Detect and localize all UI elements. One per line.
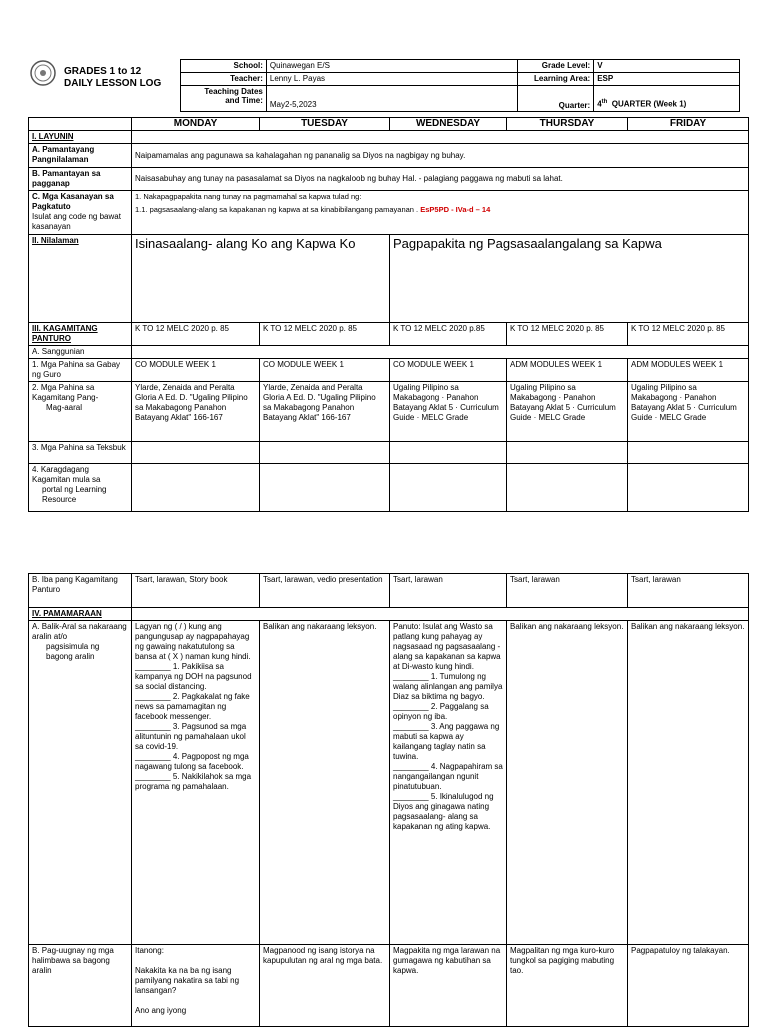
log-title xyxy=(64,66,161,90)
day-monday: MONDAY xyxy=(132,118,260,131)
melc-friday: K TO 12 MELC 2020 p. 85 xyxy=(628,323,749,346)
pag-uugnay-tuesday: Magpanood ng isang istorya na kapupulutan ng aral ng mga bata. xyxy=(260,945,390,1027)
teacher-label: Teacher: xyxy=(181,73,267,86)
iba-wednesday: Tsart, larawan xyxy=(390,574,507,608)
kagamitan-monday: Ylarde, Zenaida and Peralta Gloria A Ed. D. "Ugaling Pilipino sa Makabagong Panahon Batayang Aklat" 166-167 xyxy=(132,382,260,442)
area-label: Learning Area: xyxy=(518,73,594,86)
section-pamamaraan: IV. PAMAMARAAN xyxy=(29,608,132,621)
melc-wednesday: K TO 12 MELC 2020 p.85 xyxy=(390,323,507,346)
kagamitan-thursday: Ugaling Pilipino sa Makabagong · Panahon Batayang Aklat 5 · Curriculum Guide · MELC Grade xyxy=(507,382,628,442)
iba-tuesday: Tsart, larawan, vedio presentation xyxy=(260,574,390,608)
header-info-table xyxy=(180,59,740,112)
dates-value: May2-5,2023 xyxy=(266,86,517,112)
balik-aral-wednesday: Panuto: Isulat ang Wasto sa patlang kung pahayag ay nagsasaad ng pagsasaalang - alang sa kapakanan sa kapwa at Di-wasto kung hindi. ________ 1. Tumulong ng walang alinlangan ang pamilya Diaz sa biktima ng bagyo. ________ 2. Paggalang sa opinyon ng iba. ________ 3. Ang paggawa ng mabuti sa kapwa ay kailangang taglay natin sa tuwina. ________ 4. Nagpapahiram sa nangangailangan ngunit pinatutubuan. ________ 5. Ikinalulugod ng Diyos ang ginagawa nating pagsasaalang- alang sa kapakanan ng ating kapwa. xyxy=(390,621,507,945)
gabay-friday: ADM MODULES WEEK 1 xyxy=(628,359,749,382)
day-thursday: THURSDAY xyxy=(507,118,628,131)
melc-monday: K TO 12 MELC 2020 p. 85 xyxy=(132,323,260,346)
iba-friday: Tsart, larawan xyxy=(628,574,749,608)
kagamitang-mag-aaral-label: 2. Mga Pahina sa Kagamitang Pang- Mag-aaral xyxy=(29,382,132,442)
section-kagamitang-panturo: III. KAGAMITANG PANTURO xyxy=(29,323,132,346)
title-line2: DAILY LESSON LOG xyxy=(64,78,162,89)
pag-uugnay-monday: Itanong: Nakakita ka na ba ng isang pamilyang nakatira sa tabi ng lansangan? Ano ang iyong xyxy=(132,945,260,1027)
melc-thursday: K TO 12 MELC 2020 p. 85 xyxy=(507,323,628,346)
pamantayang-pangnilalaman-label: A. Pamantayang Pangnilalaman xyxy=(29,144,132,168)
kasanayan-label: C. Mga Kasanayan sa Pagkatuto Isulat ang code ng bawat kasanayan xyxy=(29,191,132,235)
kagamitan-tuesday: Ylarde, Zenaida and Peralta Gloria A Ed. D. "Ugaling Pilipino sa Makabagong Panahon Batayang Aklat" 166-167 xyxy=(260,382,390,442)
karagdagang-kagamitan-label: 4. Karagdagang Kagamitan mula sa portal ng Learning Resource xyxy=(29,464,132,512)
school-label: School: xyxy=(181,60,267,73)
gabay-thursday: ADM MODULES WEEK 1 xyxy=(507,359,628,382)
balik-aral-label: A. Balik-Aral sa nakaraang aralin at/o pagsisimula ng bagong aralin xyxy=(29,621,132,945)
deped-seal-icon xyxy=(30,60,56,86)
lesson-log-table xyxy=(28,117,749,512)
balik-aral-tuesday: Balikan ang nakaraang leksyon. xyxy=(260,621,390,945)
iba-monday: Tsart, larawan, Story book xyxy=(132,574,260,608)
teacher-value: Lenny L. Payas xyxy=(266,73,517,86)
pag-uugnay-friday: Pagpapatuloy ng talakayan. xyxy=(628,945,749,1027)
iba-thursday: Tsart, larawan xyxy=(507,574,628,608)
competency-code: EsP5PD - IVa-d – 14 xyxy=(420,205,491,214)
kasanayan-text: 1. Nakapagpapakita nang tunay na pagmamahal sa kapwa tulad ng: 1.1. pagsasaalang-alang sa kapakanan ng kapwa at sa kinabibilangang pamayanan . EsP5PD - IVa-d – 14 xyxy=(132,191,749,235)
gabay-label: 1. Mga Pahina sa Gabay ng Guro xyxy=(29,359,132,382)
dates-label: Teaching Dates and Time: xyxy=(181,86,267,112)
gabay-monday: CO MODULE WEEK 1 xyxy=(132,359,260,382)
quarter-value: 4th QUARTER (Week 1) xyxy=(594,86,740,112)
section-layunin: I. LAYUNIN xyxy=(29,131,132,144)
school-value: Quinawegan E/S xyxy=(266,60,517,73)
section-nilalaman: II. Nilalaman xyxy=(29,235,132,323)
nilalaman-mon-tue: Isinasaalang- alang Ko ang Kapwa Ko xyxy=(132,235,390,323)
pamantayan-sa-pagganap-label: B. Pamantayan sa pagganap xyxy=(29,168,132,191)
area-value: ESP xyxy=(594,73,740,86)
pamantayang-pangnilalaman-text: Naipamamalas ang pagunawa sa kahalagahan ng pananalig sa Diyos na nagbigay ng buhay. xyxy=(132,144,749,168)
iba-pang-kagamitan-label: B. Iba pang Kagamitang Panturo xyxy=(29,574,132,608)
balik-aral-friday: Balikan ang nakaraang leksyon. xyxy=(628,621,749,945)
balik-aral-monday: Lagyan ng ( / ) kung ang pangungusap ay nagpapahayag ng gawaing nakatutulong sa bansa at ( X ) naman kung hindi. ________ 1. Pakikiisa sa kampanya ng DOH na pagsunod sa social distancing. ________ 2. Pagkakalat ng fake news sa pamamagitan ng facebook messenger. ________ 3. Pagsunod sa mga alituntunin ng pamahalaan ukol sa covid-19. ________ 4. Pagpopost ng mga nagawang tulong sa facebook. ________ 5. Nakikilahok sa mga programa ng pamahalaan. xyxy=(132,621,260,945)
kagamitan-friday: Ugaling Pilipino sa Makabagong · Panahon Batayang Aklat 5 · Curriculum Guide · MELC Grade xyxy=(628,382,749,442)
day-friday: FRIDAY xyxy=(628,118,749,131)
kagamitan-wednesday: Ugaling Pilipino sa Makabagong · Panahon Batayang Aklat 5 · Curriculum Guide · MELC Grade xyxy=(390,382,507,442)
gabay-wednesday: CO MODULE WEEK 1 xyxy=(390,359,507,382)
grade-value: V xyxy=(594,60,740,73)
day-tuesday: TUESDAY xyxy=(260,118,390,131)
lesson-log-table-page2 xyxy=(28,573,749,1027)
balik-aral-thursday: Balikan ang nakaraang leksyon. xyxy=(507,621,628,945)
melc-tuesday: K TO 12 MELC 2020 p. 85 xyxy=(260,323,390,346)
pag-uugnay-thursday: Magpalitan ng mga kuro-kuro tungkol sa pagiging mabuting tao. xyxy=(507,945,628,1027)
pag-uugnay-wednesday: Magpakita ng mga larawan na gumagawa ng kabutihan sa kapwa. xyxy=(390,945,507,1027)
nilalaman-wed-fri: Pagpapakita ng Pagsasaalangalang sa Kapwa xyxy=(390,235,749,323)
day-wednesday: WEDNESDAY xyxy=(390,118,507,131)
quarter-label: Quarter: xyxy=(518,86,594,112)
title-line1: GRADES 1 to 12 xyxy=(64,66,142,77)
pag-uugnay-label: B. Pag-uugnay ng mga halimbawa sa bagong aralin xyxy=(29,945,132,1027)
gabay-tuesday: CO MODULE WEEK 1 xyxy=(260,359,390,382)
sanggunian-label: A. Sanggunian xyxy=(29,346,132,359)
pamantayan-sa-pagganap-text: Naisasabuhay ang tunay na pasasalamat sa Diyos na nagkaloob ng buhay Hal. - palagiang paggawa ng mabuti sa lahat. xyxy=(132,168,749,191)
grade-label: Grade Level: xyxy=(518,60,594,73)
teksbuk-label: 3. Mga Pahina sa Teksbuk xyxy=(29,442,132,464)
